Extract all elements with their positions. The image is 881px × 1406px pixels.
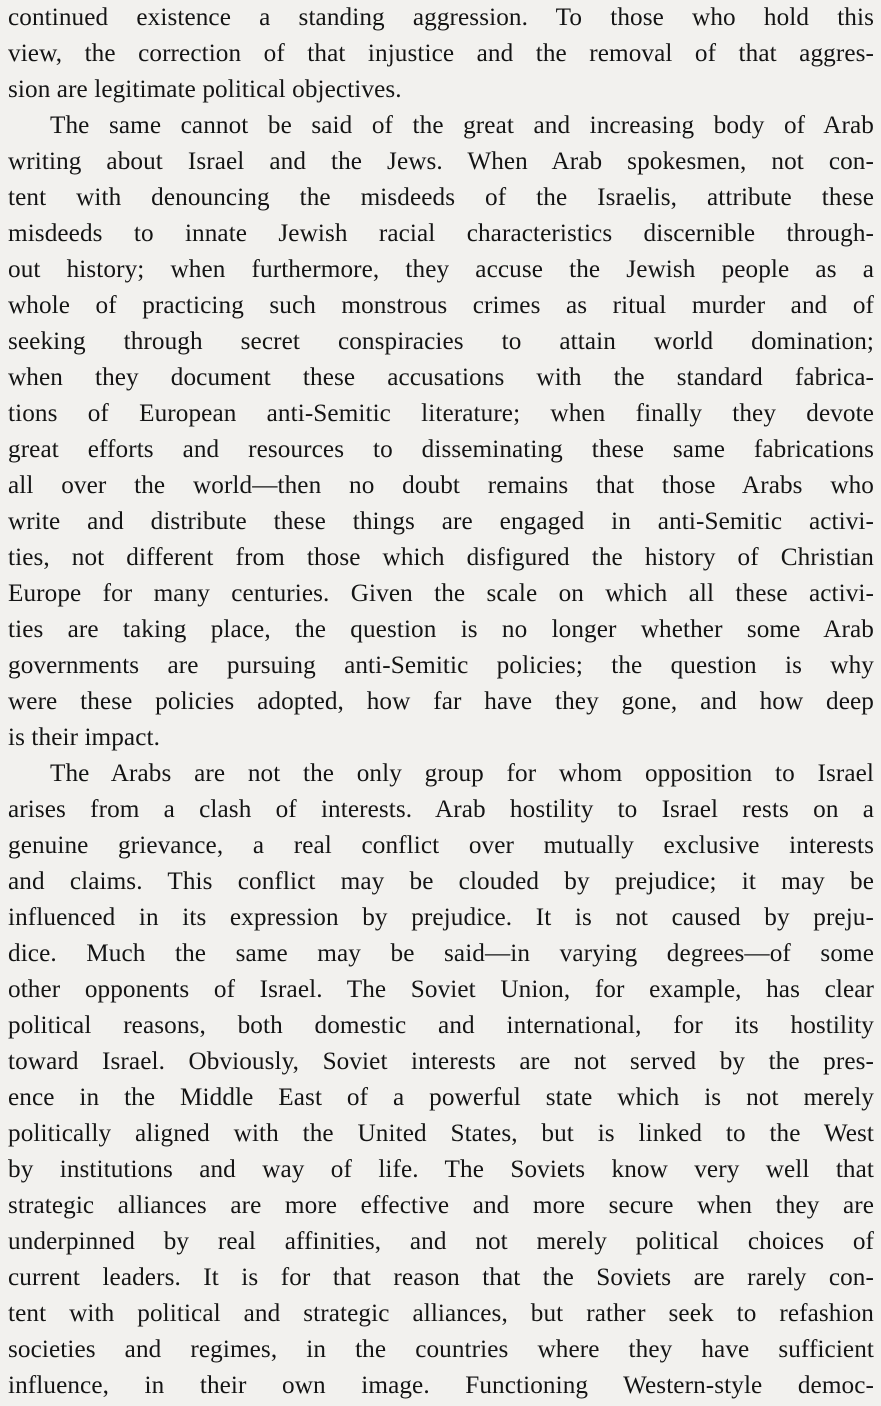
text-line: strategic alliances are more effective and more secure when they are [8, 1192, 874, 1219]
text-line: sion are legitimate political objectives. [8, 76, 402, 103]
text-line: societies and regimes, in the countries where they have sufficient [8, 1336, 874, 1363]
text-line: Europe for many centuries. Given the scale on which all these activi- [8, 580, 874, 607]
text-line: The Arabs are not the only group for whom opposition to Israel [50, 760, 874, 787]
text-line: tions of European anti-Semitic literature; when finally they devote [8, 400, 874, 427]
paragraph-1 [8, 0, 874, 108]
text-line: current leaders. It is for that reason that the Soviets are rarely con- [8, 1264, 874, 1291]
text-line: ties, not different from those which disfigured the history of Christian [8, 544, 874, 571]
text-line: great efforts and resources to disseminating these same fabrications [8, 436, 874, 463]
text-line: seeking through secret conspiracies to attain world domination; [8, 328, 874, 355]
text-line: misdeeds to innate Jewish racial characteristics discernible through- [8, 220, 874, 247]
text-line: and claims. This conflict may be clouded by prejudice; it may be [8, 868, 874, 895]
text-line: influenced in its expression by prejudice. It is not caused by preju- [8, 904, 874, 931]
paragraph-2 [8, 108, 874, 756]
text-line: political reasons, both domestic and international, for its hostility [8, 1012, 874, 1039]
text-line: by institutions and way of life. The Soviets know very well that [8, 1156, 874, 1183]
text-line: ties are taking place, the question is no longer whether some Arab [8, 616, 874, 643]
text-line: write and distribute these things are engaged in anti-Semitic activi- [8, 508, 874, 535]
text-line: view, the correction of that injustice and the removal of that aggres- [8, 40, 874, 67]
text-line: whole of practicing such monstrous crimes as ritual murder and of [8, 292, 874, 319]
text-line: underpinned by real affinities, and not merely political choices of [8, 1228, 874, 1255]
text-line: were these policies adopted, how far have they gone, and how deep [8, 688, 874, 715]
text-line: politically aligned with the United States, but is linked to the West [8, 1120, 874, 1147]
text-line: when they document these accusations with the standard fabrica- [8, 364, 874, 391]
text-line: influence, in their own image. Functioning Western-style democ- [8, 1372, 874, 1399]
text-line: tent with denouncing the misdeeds of the Israelis, attribute these [8, 184, 874, 211]
text-line: dice. Much the same may be said—in varying degrees—of some [8, 940, 874, 967]
text-line: writing about Israel and the Jews. When Arab spokesmen, not con- [8, 148, 874, 175]
text-line: governments are pursuing anti-Semitic policies; the question is why [8, 652, 874, 679]
text-line: continued existence a standing aggression. To those who hold this [8, 4, 874, 31]
text-line: tent with political and strategic alliances, but rather seek to refashion [8, 1300, 874, 1327]
text-line: ence in the Middle East of a powerful state which is not merely [8, 1084, 874, 1111]
text-line: arises from a clash of interests. Arab hostility to Israel rests on a [8, 796, 874, 823]
text-line: all over the world—then no doubt remains that those Arabs who [8, 472, 874, 499]
text-line: is their impact. [8, 724, 160, 751]
text-line: other opponents of Israel. The Soviet Union, for example, has clear [8, 976, 874, 1003]
text-line: genuine grievance, a real conflict over mutually exclusive interests [8, 832, 874, 859]
text-line: toward Israel. Obviously, Soviet interests are not served by the pres- [8, 1048, 874, 1075]
paragraph-3 [8, 756, 874, 1404]
text-line: out history; when furthermore, they accuse the Jewish people as a [8, 256, 874, 283]
text-line: The same cannot be said of the great and increasing body of Arab [50, 112, 874, 139]
document-page [8, 0, 874, 1404]
